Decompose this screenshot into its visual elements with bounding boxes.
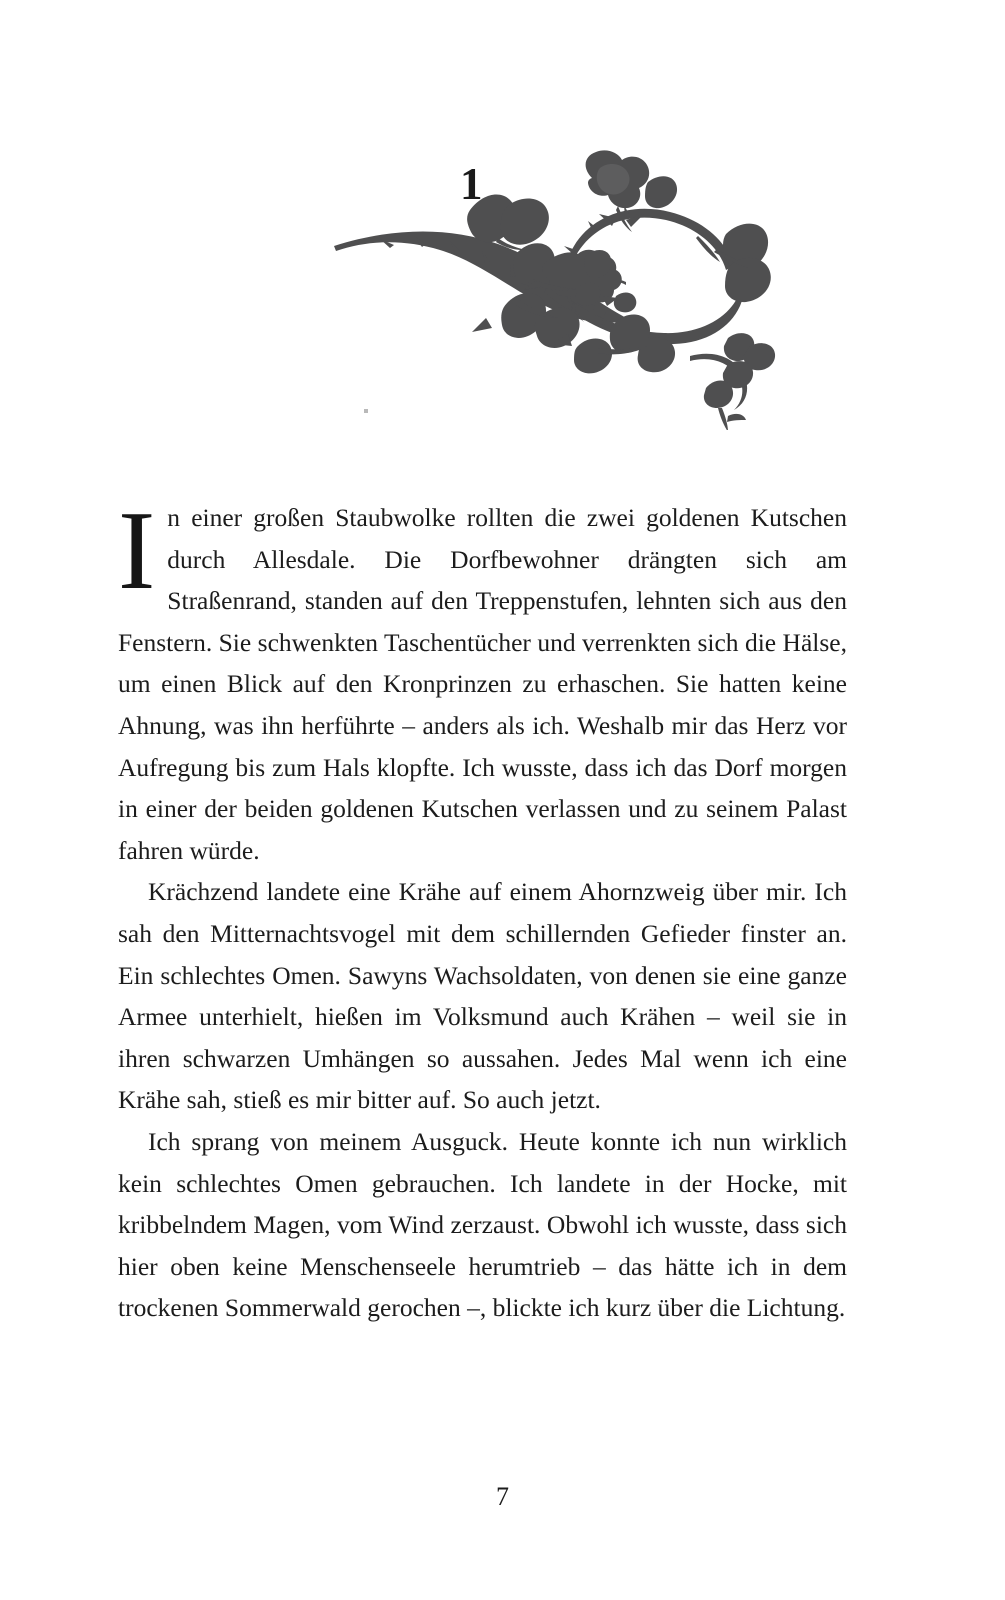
paragraph-3: Ich sprang von meinem Ausguck. Heute konnte ich nun wirklich kein schlechtes Omen gebrauchen. Ich landete in der Hocke, mit kribbelndem Magen, vom Wind zerzaust. Obwohl ich wusste, dass sich hier oben keine Menschenseele herumtrieb – das hätte ich in dem trockenen Sommerwald gerochen –, blickte ich kurz über die Lichtung. [118, 1126, 847, 1323]
paragraph-1 [118, 489, 847, 871]
body-text [118, 489, 847, 1329]
page-number: 7 [496, 1482, 509, 1511]
chapter-number: 1 [460, 159, 483, 209]
rose-vine-ornament [330, 150, 790, 430]
drop-cap: I [118, 489, 156, 613]
chapter-header [330, 150, 790, 430]
page-speck [364, 409, 368, 413]
paragraph-1-text: n einer großen Staubwolke rollten die zwei goldenen Kutschen durch Allesdale. Die Dorfbewohner drängten sich am Straßenrand, standen auf den Treppenstufen, lehnten sich aus den Fenstern. Sie schwenkten Taschentücher und verrenkten sich die Hälse, um einen Blick auf den Kronprinzen zu erhaschen. Sie hatten keine Ahnung, was ihn herführte – anders als ich. Weshalb mir das Herz vor Aufregung bis zum Hals klopfte. Ich wusste, dass ich das Dorf morgen in einer der beiden goldenen Kutschen verlassen und zu seinem Palast fahren würde. [118, 503, 847, 865]
paragraph-2: Krächzend landete eine Krähe auf einem Ahornzweig über mir. Ich sah den Mitternachtsvogel mit dem schillernden Gefieder finster an. Ein schlechtes Omen. Sawyns Wachsoldaten, von denen sie eine ganze Armee unterhielt, hießen im Volksmund auch Krähen – weil sie in ihren schwarzen Umhängen so aussahen. Jedes Mal wenn ich eine Krähe sah, stieß es mir bitter auf. So auch jetzt. [118, 877, 847, 1115]
